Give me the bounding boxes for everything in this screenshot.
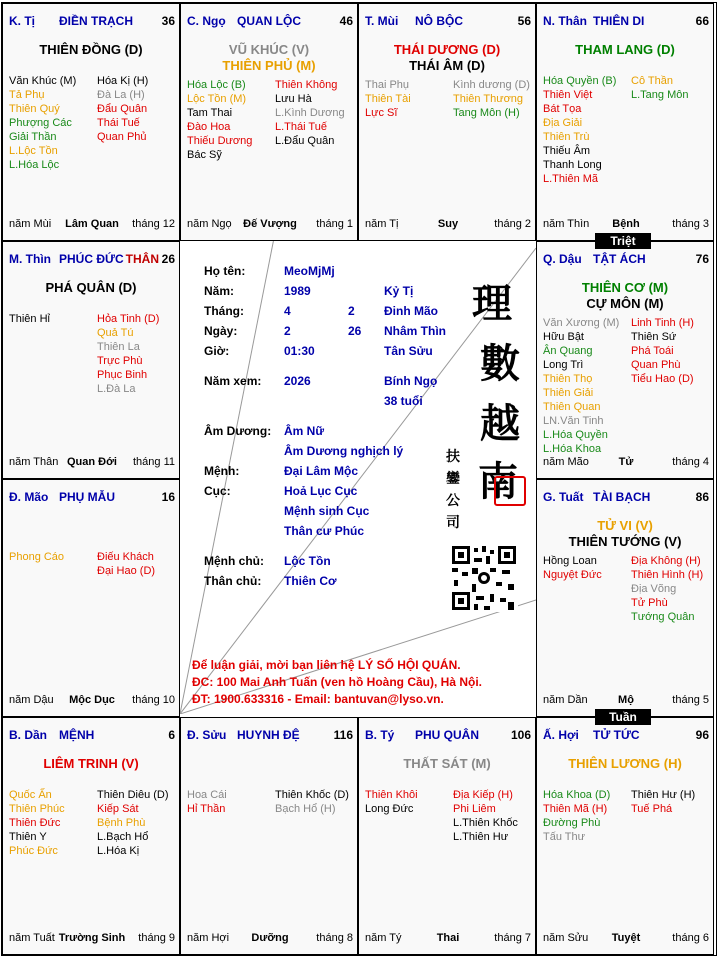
menh-value: Đại Lâm Mộc	[284, 464, 359, 478]
footer-month: tháng 11	[132, 456, 175, 468]
footer-month: tháng 10	[132, 694, 175, 706]
name-value: MeoMjMj	[284, 264, 335, 278]
star: Thái Tuế	[97, 117, 140, 129]
star: Hóa Lộc (B)	[187, 79, 246, 91]
palace-name: ĐIỀN TRẠCH	[59, 14, 133, 28]
palace-name: PHU QUÂN	[415, 728, 480, 742]
star: Thiếu Dương	[187, 135, 253, 147]
star: Đẩu Quân	[97, 103, 148, 115]
star: Tướng Quân	[631, 611, 695, 623]
palace-name: TẬT ÁCH	[593, 252, 646, 266]
stars-left	[543, 74, 616, 186]
star: Thiếu Âm	[543, 145, 591, 157]
palace-header	[543, 490, 709, 504]
palace-branch: B. Dần	[9, 728, 48, 742]
star: L.Thiên Khốc	[453, 817, 518, 829]
palace-p1[interactable]	[2, 3, 180, 241]
palace-branch: C. Ngọ	[187, 14, 226, 28]
palace-footer	[9, 456, 175, 470]
palace-branch: Q. Dậu	[543, 252, 582, 266]
star: Quan Phù	[631, 359, 681, 371]
palace-branch: T. Mùi	[365, 14, 399, 28]
star: Hữu Bật	[543, 331, 584, 343]
star: Quan Phủ	[97, 131, 147, 143]
star: Phục Binh	[97, 369, 148, 381]
footer-month: tháng 9	[138, 932, 175, 944]
stars-right	[631, 316, 694, 386]
month-label: Tháng:	[204, 304, 244, 318]
main-star: THIÊN CƠ (M)	[581, 280, 669, 295]
footer-month: tháng 1	[316, 218, 353, 230]
star: Đà La (H)	[97, 89, 145, 101]
hour-value: 01:30	[284, 344, 315, 358]
triet-tag: Triệt	[595, 233, 651, 249]
stars-right	[631, 554, 703, 624]
footer-year: năm Tý	[365, 932, 402, 944]
palace-header	[543, 252, 709, 266]
palace-header	[9, 14, 175, 28]
palace-footer	[543, 218, 709, 232]
star: Lực Sĩ	[365, 107, 398, 119]
star: Phi Liêm	[453, 803, 496, 815]
star: Thiên Không	[275, 79, 338, 91]
star: Đại Hao (D)	[97, 565, 156, 577]
star: Thiên Quý	[9, 103, 60, 115]
star: Quả Tú	[97, 327, 134, 339]
star: Thiên La	[97, 341, 140, 353]
contact-line-1: Để luận giải, mời bạn liên hệ LÝ SỐ HỘI QUÁN.	[192, 658, 461, 672]
hour-can: Tân Sửu	[384, 344, 433, 358]
star: Hóa Khoa (D)	[543, 789, 611, 801]
palace-age: 6	[168, 728, 175, 742]
star: Lộc Tồn (M)	[187, 93, 247, 105]
star: Thiên Thọ	[543, 373, 593, 385]
palace-age: 106	[510, 728, 531, 742]
star: L.Đà La	[97, 383, 136, 395]
stars-left	[543, 788, 610, 844]
stars-left	[9, 312, 50, 326]
seal-stamp	[494, 476, 526, 506]
palace-branch: G. Tuất	[543, 490, 584, 504]
palace-branch: Đ. Sửu	[187, 728, 227, 742]
footer-year: năm Hợi	[187, 932, 230, 944]
footer-month: tháng 3	[672, 218, 709, 230]
footer-year: năm Tị	[365, 218, 399, 230]
star: Quốc Ấn	[9, 789, 52, 801]
palace-p9[interactable]	[2, 717, 180, 955]
palace-footer	[187, 932, 353, 946]
palace-branch: K. Tị	[9, 14, 35, 28]
month-solar: 2	[348, 304, 355, 318]
star: Địa Võng	[631, 583, 677, 595]
star: Thiên Phúc	[9, 803, 65, 815]
palace-p10[interactable]	[180, 717, 358, 955]
than-chu-label: Thân chủ:	[204, 574, 262, 588]
footer-vong: Tuyệt	[611, 932, 641, 944]
footer-year: năm Thìn	[543, 218, 590, 230]
palace-name: NÔ BỘC	[415, 14, 463, 28]
main-star: THIÊN LƯƠNG (H)	[568, 756, 682, 771]
stars-right	[631, 74, 688, 102]
star: Địa Không (H)	[631, 555, 701, 567]
menh-label: Mệnh:	[204, 464, 240, 478]
footer-month: tháng 5	[672, 694, 709, 706]
palace-name: PHỤ MẪU	[59, 490, 115, 504]
amduong-label: Âm Dương:	[204, 424, 272, 438]
footer-year: năm Mão	[543, 456, 589, 468]
than-chu: Thiên Cơ	[284, 574, 337, 588]
month-can: Đinh Mão	[384, 304, 438, 318]
star: Tiểu Hao (D)	[631, 373, 694, 385]
star: Phá Toái	[631, 345, 674, 357]
palace-header	[543, 14, 709, 28]
tuan-tag: Tuần	[595, 709, 651, 725]
footer-month: tháng 8	[316, 932, 353, 944]
star: Thiên Tài	[365, 93, 411, 105]
palace-header	[9, 252, 175, 266]
palace-than-marker: THÂN	[125, 252, 159, 266]
palace-branch: M. Thìn	[9, 252, 51, 266]
calligraphy-3: 越	[480, 400, 520, 447]
cuc-label: Cục:	[204, 484, 231, 498]
palace-p5[interactable]	[2, 241, 180, 479]
star: Thiên Quan	[543, 401, 601, 413]
year-label: Năm:	[204, 284, 235, 298]
star: Thiên Đức	[9, 817, 61, 829]
palace-footer	[365, 932, 531, 946]
star: L.Bạch Hổ	[97, 831, 149, 843]
star: Thiên Khôi	[365, 789, 418, 801]
palace-footer	[365, 218, 531, 232]
star: Thiên Diêu (D)	[97, 789, 169, 801]
palace-age: 96	[695, 728, 709, 742]
palace-name: TỬ TỨC	[593, 728, 640, 742]
star: Địa Kiếp (H)	[453, 789, 513, 801]
star: Bệnh Phù	[97, 817, 146, 829]
palace-header	[187, 14, 353, 28]
day-can: Nhâm Thìn	[384, 324, 446, 338]
star: Ân Quang	[543, 345, 593, 357]
palace-branch: B. Tý	[365, 728, 395, 742]
view-year: 2026	[284, 374, 311, 388]
day-lunar: 2	[284, 324, 291, 338]
palace-name: QUAN LỘC	[237, 14, 301, 28]
star: Thiên Hình (H)	[631, 569, 704, 581]
star: Long Đức	[365, 803, 414, 815]
star: Hồng Loan	[543, 555, 597, 567]
palace-footer	[9, 932, 175, 946]
main-star: VŨ KHÚC (V)	[228, 42, 310, 57]
star: Thiên Giải	[543, 387, 594, 399]
company-vertical-text: 扶鑾公司	[446, 449, 460, 531]
main-star: THAM LANG (D)	[575, 42, 675, 57]
star: Văn Xương (M)	[543, 317, 620, 329]
footer-vong: Mộc Dục	[69, 694, 115, 706]
star: Cô Thần	[631, 75, 673, 87]
star: Văn Khúc (M)	[9, 75, 77, 87]
palace-header	[543, 728, 709, 742]
star: Thiên Khốc (D)	[275, 789, 349, 801]
palace-name: THIÊN DI	[593, 14, 645, 28]
menh-chu-label: Mệnh chủ:	[204, 554, 264, 568]
palace-p7[interactable]	[2, 479, 180, 717]
star: Phong Cáo	[9, 551, 65, 563]
palace-header	[9, 728, 175, 742]
stars-left	[543, 316, 619, 456]
footer-year: năm Sửu	[543, 932, 589, 944]
year-can: Kỷ Tị	[384, 284, 414, 298]
age-value: 38 tuổi	[384, 394, 423, 408]
star: Hoa Cái	[187, 789, 227, 801]
star: Tuế Phá	[631, 803, 673, 815]
view-year-label: Năm xem:	[204, 374, 262, 388]
star: L.Lộc Tồn	[9, 145, 58, 157]
star: Nguyệt Đức	[543, 569, 602, 581]
palace-p11[interactable]	[358, 717, 536, 955]
palace-age: 16	[161, 490, 175, 504]
main-star: THIÊN TƯỚNG (V)	[568, 534, 682, 549]
star: Thiên Hư (H)	[631, 789, 696, 801]
star: Phượng Các	[9, 117, 72, 129]
main-star: TỬ VI (V)	[597, 518, 653, 533]
palace-branch: Ấ. Hợi	[543, 728, 579, 742]
qr-code[interactable]	[450, 544, 518, 612]
palace-branch: Đ. Mão	[9, 490, 49, 504]
footer-vong: Trường Sinh	[58, 932, 126, 944]
star: Thiên Y	[9, 831, 47, 843]
stars-right	[97, 74, 148, 144]
star: Tang Môn (H)	[453, 107, 520, 119]
palace-p4[interactable]	[536, 3, 714, 241]
star: Điếu Khách	[97, 551, 154, 563]
star: Thiên Trù	[543, 131, 590, 143]
palace-name: TÀI BẠCH	[593, 490, 651, 504]
palace-header	[365, 14, 531, 28]
star: Tam Thai	[187, 107, 233, 119]
star: Địa Giải	[543, 117, 583, 129]
day-label: Ngày:	[204, 324, 238, 338]
palace-branch: N. Thân	[543, 14, 587, 28]
star: Thanh Long	[543, 159, 602, 171]
palace-p3[interactable]	[358, 3, 536, 241]
stars-right	[453, 788, 518, 844]
stars-right	[275, 78, 345, 148]
cuc-2: Mệnh sinh Cục	[284, 504, 370, 518]
palace-footer	[543, 456, 709, 470]
palace-p8[interactable]	[536, 479, 714, 717]
palace-footer	[9, 218, 175, 232]
stars-right	[453, 78, 530, 120]
star: Thiên Hỉ	[9, 313, 50, 325]
palace-name: PHÚC ĐỨC	[59, 252, 124, 266]
contact-phone-email[interactable]: ĐT: 1900.633316 - Email: bantuvan@lyso.vn.	[192, 692, 444, 706]
calligraphy-4: 南	[478, 458, 518, 505]
stars-right	[97, 550, 155, 578]
footer-month: tháng 2	[494, 218, 531, 230]
footer-vong: Mộ	[618, 694, 634, 706]
calligraphy-1: 理	[472, 280, 512, 327]
palace-p6[interactable]	[536, 241, 714, 479]
footer-vong: Tử	[618, 456, 634, 468]
stars-left	[365, 78, 411, 120]
main-star: LIÊM TRINH (V)	[43, 756, 139, 771]
star: L.Hóa Khoa	[543, 443, 602, 455]
stars-left	[365, 788, 418, 816]
palace-age: 76	[695, 252, 709, 266]
star: Hóa Quyền (B)	[543, 75, 617, 87]
palace-p12[interactable]	[536, 717, 714, 955]
footer-year: năm Dần	[543, 694, 588, 706]
day-solar: 26	[348, 324, 362, 338]
menh-chu: Lộc Tồn	[284, 554, 331, 568]
footer-year: năm Mùi	[9, 218, 52, 230]
main-star: THÁI DƯƠNG (D)	[393, 42, 501, 57]
star: L.Hóa Lộc	[9, 159, 60, 171]
star: Đào Hoa	[187, 121, 231, 133]
star: Giải Thần	[9, 131, 57, 143]
star: Thiên Sứ	[631, 331, 677, 343]
palace-footer	[187, 218, 353, 232]
center-info	[180, 238, 536, 714]
palace-footer	[543, 694, 709, 708]
star: Kiếp Sát	[97, 803, 139, 815]
palace-footer	[543, 932, 709, 946]
star: L.Hóa Kị	[97, 845, 140, 857]
footer-year: năm Dậu	[9, 694, 54, 706]
star: L.Hóa Quyền	[543, 429, 608, 441]
star: Thiên Thương	[453, 93, 524, 105]
palace-age: 86	[695, 490, 709, 504]
star: Phúc Đức	[9, 845, 58, 857]
cuc-3: Thân cư Phúc	[284, 524, 365, 538]
stars-left	[9, 74, 76, 172]
stars-left	[9, 788, 65, 858]
footer-year: năm Thân	[9, 456, 59, 468]
star: L.Thiên Hư	[453, 831, 509, 843]
star: Thiên Mã (H)	[543, 803, 608, 815]
palace-age: 66	[695, 14, 709, 28]
palace-p2[interactable]	[180, 3, 358, 241]
footer-vong: Bệnh	[612, 218, 640, 230]
hour-label: Giờ:	[204, 344, 230, 358]
stars-right	[97, 788, 169, 858]
star: Long Trì	[543, 359, 584, 371]
year-value: 1989	[284, 284, 311, 298]
palace-age: 26	[161, 252, 175, 266]
footer-month: tháng 12	[132, 218, 175, 230]
star: Bạch Hổ (H)	[275, 803, 336, 815]
amduong-1: Âm Nữ	[284, 424, 325, 438]
star: Trực Phù	[97, 355, 143, 367]
star: L.Thiên Mã	[543, 173, 599, 185]
star: Bác Sỹ	[187, 149, 222, 161]
view-year-can: Bính Ngọ	[384, 374, 438, 388]
palace-name: HUYNH ĐỆ	[237, 728, 300, 742]
footer-month: tháng 6	[672, 932, 709, 944]
stars-left	[187, 788, 227, 816]
palace-age: 46	[339, 14, 353, 28]
star: Tử Phù	[631, 597, 668, 609]
star: Thai Phụ	[365, 79, 410, 91]
main-star: THÁI ÂM (D)	[409, 58, 485, 73]
footer-vong: Lâm Quan	[65, 218, 119, 230]
star: Linh Tinh (H)	[631, 317, 694, 329]
star: L.Tang Môn	[631, 89, 689, 101]
main-star: PHÁ QUÂN (D)	[45, 280, 137, 295]
star: Đường Phù	[543, 817, 601, 829]
footer-vong: Suy	[437, 218, 459, 230]
stars-left	[9, 550, 64, 564]
footer-vong: Thai	[436, 932, 460, 944]
star: Tấu Thư	[543, 831, 586, 843]
palace-header	[9, 490, 175, 504]
footer-vong: Đế Vượng	[243, 218, 297, 230]
main-star: THIÊN PHỦ (M)	[222, 58, 316, 73]
star: Hỉ Thần	[187, 803, 226, 815]
star: L.Đẩu Quân	[275, 135, 335, 147]
stars-left	[187, 78, 252, 162]
star: L.Kình Dương	[275, 107, 345, 119]
star: Lưu Hà	[275, 93, 312, 105]
footer-month: tháng 7	[494, 932, 531, 944]
main-star: THẤT SÁT (M)	[403, 756, 491, 771]
stars-left	[543, 554, 602, 582]
stars-right	[97, 312, 159, 396]
stars-right	[631, 788, 695, 816]
name-label: Họ tên:	[204, 264, 246, 278]
month-lunar: 4	[284, 304, 291, 318]
stars-right	[275, 788, 349, 816]
palace-footer	[9, 694, 175, 708]
main-star: CỰ MÔN (M)	[586, 296, 664, 311]
star: Hóa Kị (H)	[97, 75, 149, 87]
cuc-1: Hoả Lục Cục	[284, 484, 358, 498]
star: Bát Tọa	[543, 103, 582, 115]
footer-year: năm Tuất	[9, 932, 55, 944]
palace-age: 36	[161, 14, 175, 28]
footer-month: tháng 4	[672, 456, 709, 468]
palace-name: MỆNH	[59, 728, 95, 742]
contact-address: ĐC: 100 Mai Anh Tuấn (ven hồ Hoàng Cầu), Hà Nội.	[192, 675, 483, 689]
palace-age: 116	[333, 728, 353, 742]
star: Thiên Việt	[543, 89, 593, 101]
footer-vong: Quan Đới	[67, 456, 117, 468]
palace-header	[187, 728, 353, 742]
star: LN.Văn Tinh	[543, 415, 604, 427]
star: L.Thái Tuế	[275, 121, 327, 133]
footer-year: năm Ngọ	[187, 218, 232, 230]
calligraphy-2: 數	[480, 340, 520, 387]
palace-age: 56	[517, 14, 531, 28]
amduong-2: Âm Dương nghịch lý	[284, 444, 404, 458]
main-star: THIÊN ĐỒNG (D)	[39, 42, 143, 57]
footer-vong: Dưỡng	[251, 932, 289, 944]
star: Tả Phụ	[9, 89, 45, 101]
palace-header	[365, 728, 531, 742]
star: Kình dương (D)	[453, 79, 530, 91]
star: Hỏa Tinh (D)	[97, 313, 160, 325]
